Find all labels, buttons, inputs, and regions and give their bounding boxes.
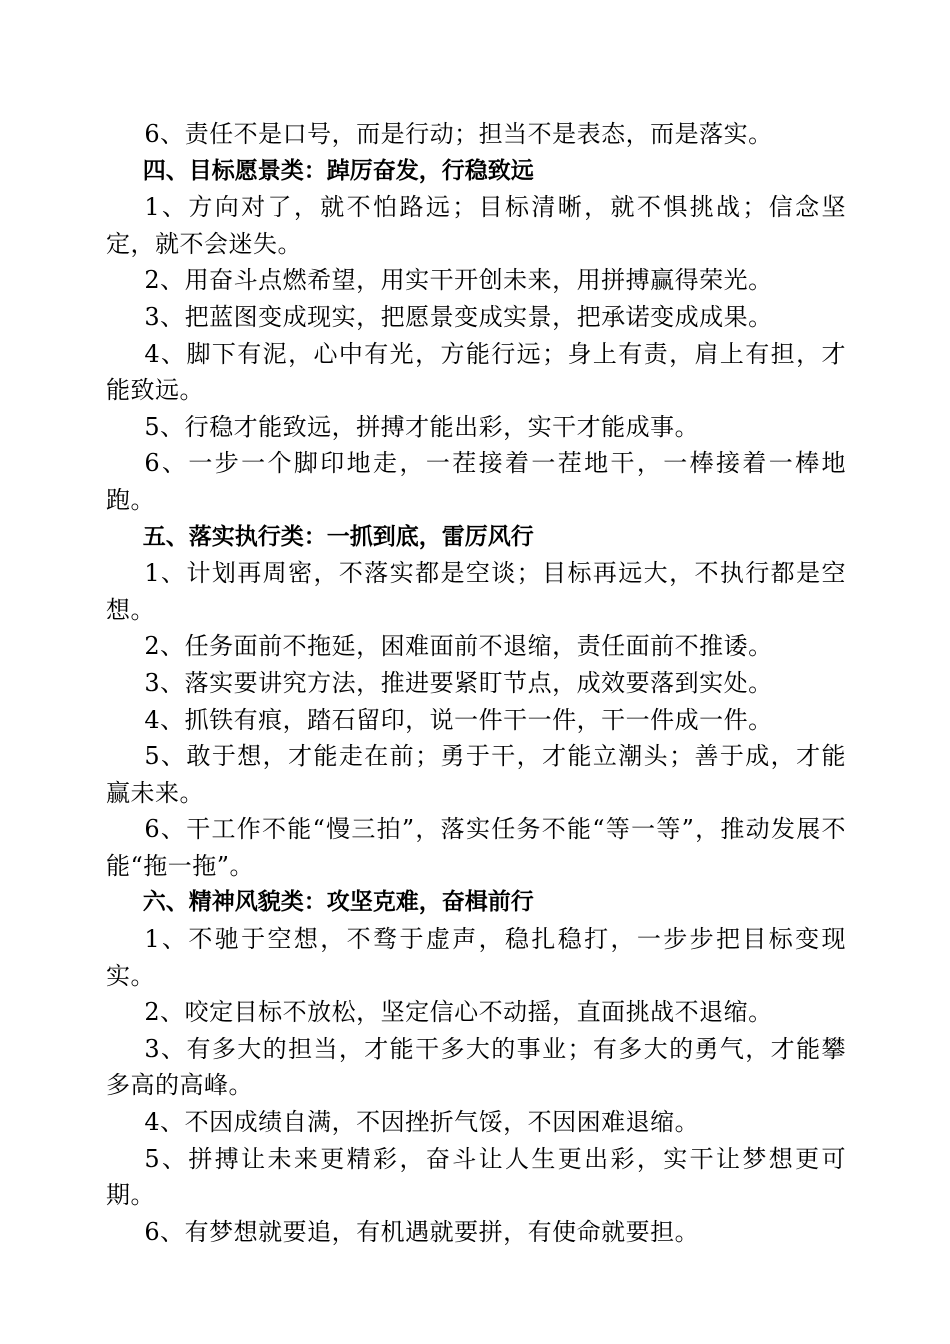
list-item: 6、干工作不能“慢三拍”，落实任务不能“等一等”，推动发展不能“拖一拖”。 [106,815,846,880]
list-item: 2、咬定目标不放松，坚定信心不动摇，直面挑战不退缩。 [144,998,773,1027]
list-item: 3、有多大的担当，才能干多大的事业；有多大的勇气，才能攀多高的高峰。 [106,1034,846,1100]
list-item: 3、把蓝图变成现实，把愿景变成实景，把承诺变成成果。 [144,302,773,331]
list-item: 4、不因成绩自满，不因挫折气馁，不因困难退缩。 [144,1108,700,1137]
list-item: 4、脚下有泥，心中有光，方能行远；身上有责，肩上有担，才能致远。 [106,339,846,405]
list-item: 1、计划再周密，不落实都是空谈；目标再远大，不执行都是空想。 [106,559,846,624]
list-item: 6、责任不是口号，而是行动；担当不是表态，而是落实。 [144,120,773,148]
list-item: 3、落实要讲究方法，推进要紧盯节点，成效要落到实处。 [144,668,773,697]
section-heading: 四、目标愿景类：踔厉奋发，行稳致远 [142,157,534,184]
document-page [106,116,846,1250]
list-item: 1、不驰于空想，不骛于虚声，稳扎稳打，一步步把目标变现实。 [106,925,846,990]
section-heading: 六、精神风貌类：攻坚克难，奋楫前行 [142,889,534,916]
list-item: 2、任务面前不拖延，困难面前不退缩，责任面前不推诿。 [144,632,773,661]
list-item: 5、敢于想，才能走在前；勇于干，才能立潮头；善于成，才能赢未来。 [106,742,846,807]
list-item: 6、有梦想就要追，有机遇就要拼，有使命就要担。 [144,1217,700,1246]
list-item: 5、行稳才能致远，拼搏才能出彩，实干才能成事。 [144,412,700,441]
list-item: 4、抓铁有痕，踏石留印，说一件干一件，干一件成一件。 [144,705,773,734]
section-heading: 五、落实执行类：一抓到底，雷厉风行 [142,523,534,550]
list-item: 5、拼搏让未来更精彩，奋斗让人生更出彩，实干让梦想更可期。 [106,1144,846,1210]
list-item: 6、一步一个脚印地走，一茬接着一茬地干，一棒接着一棒地跑。 [106,449,846,514]
list-item: 2、用奋斗点燃希望，用实干开创未来，用拼搏赢得荣光。 [144,266,773,295]
list-item: 1、方向对了，就不怕路远；目标清晰，就不惧挑战；信念坚定，就不会迷失。 [106,193,846,258]
